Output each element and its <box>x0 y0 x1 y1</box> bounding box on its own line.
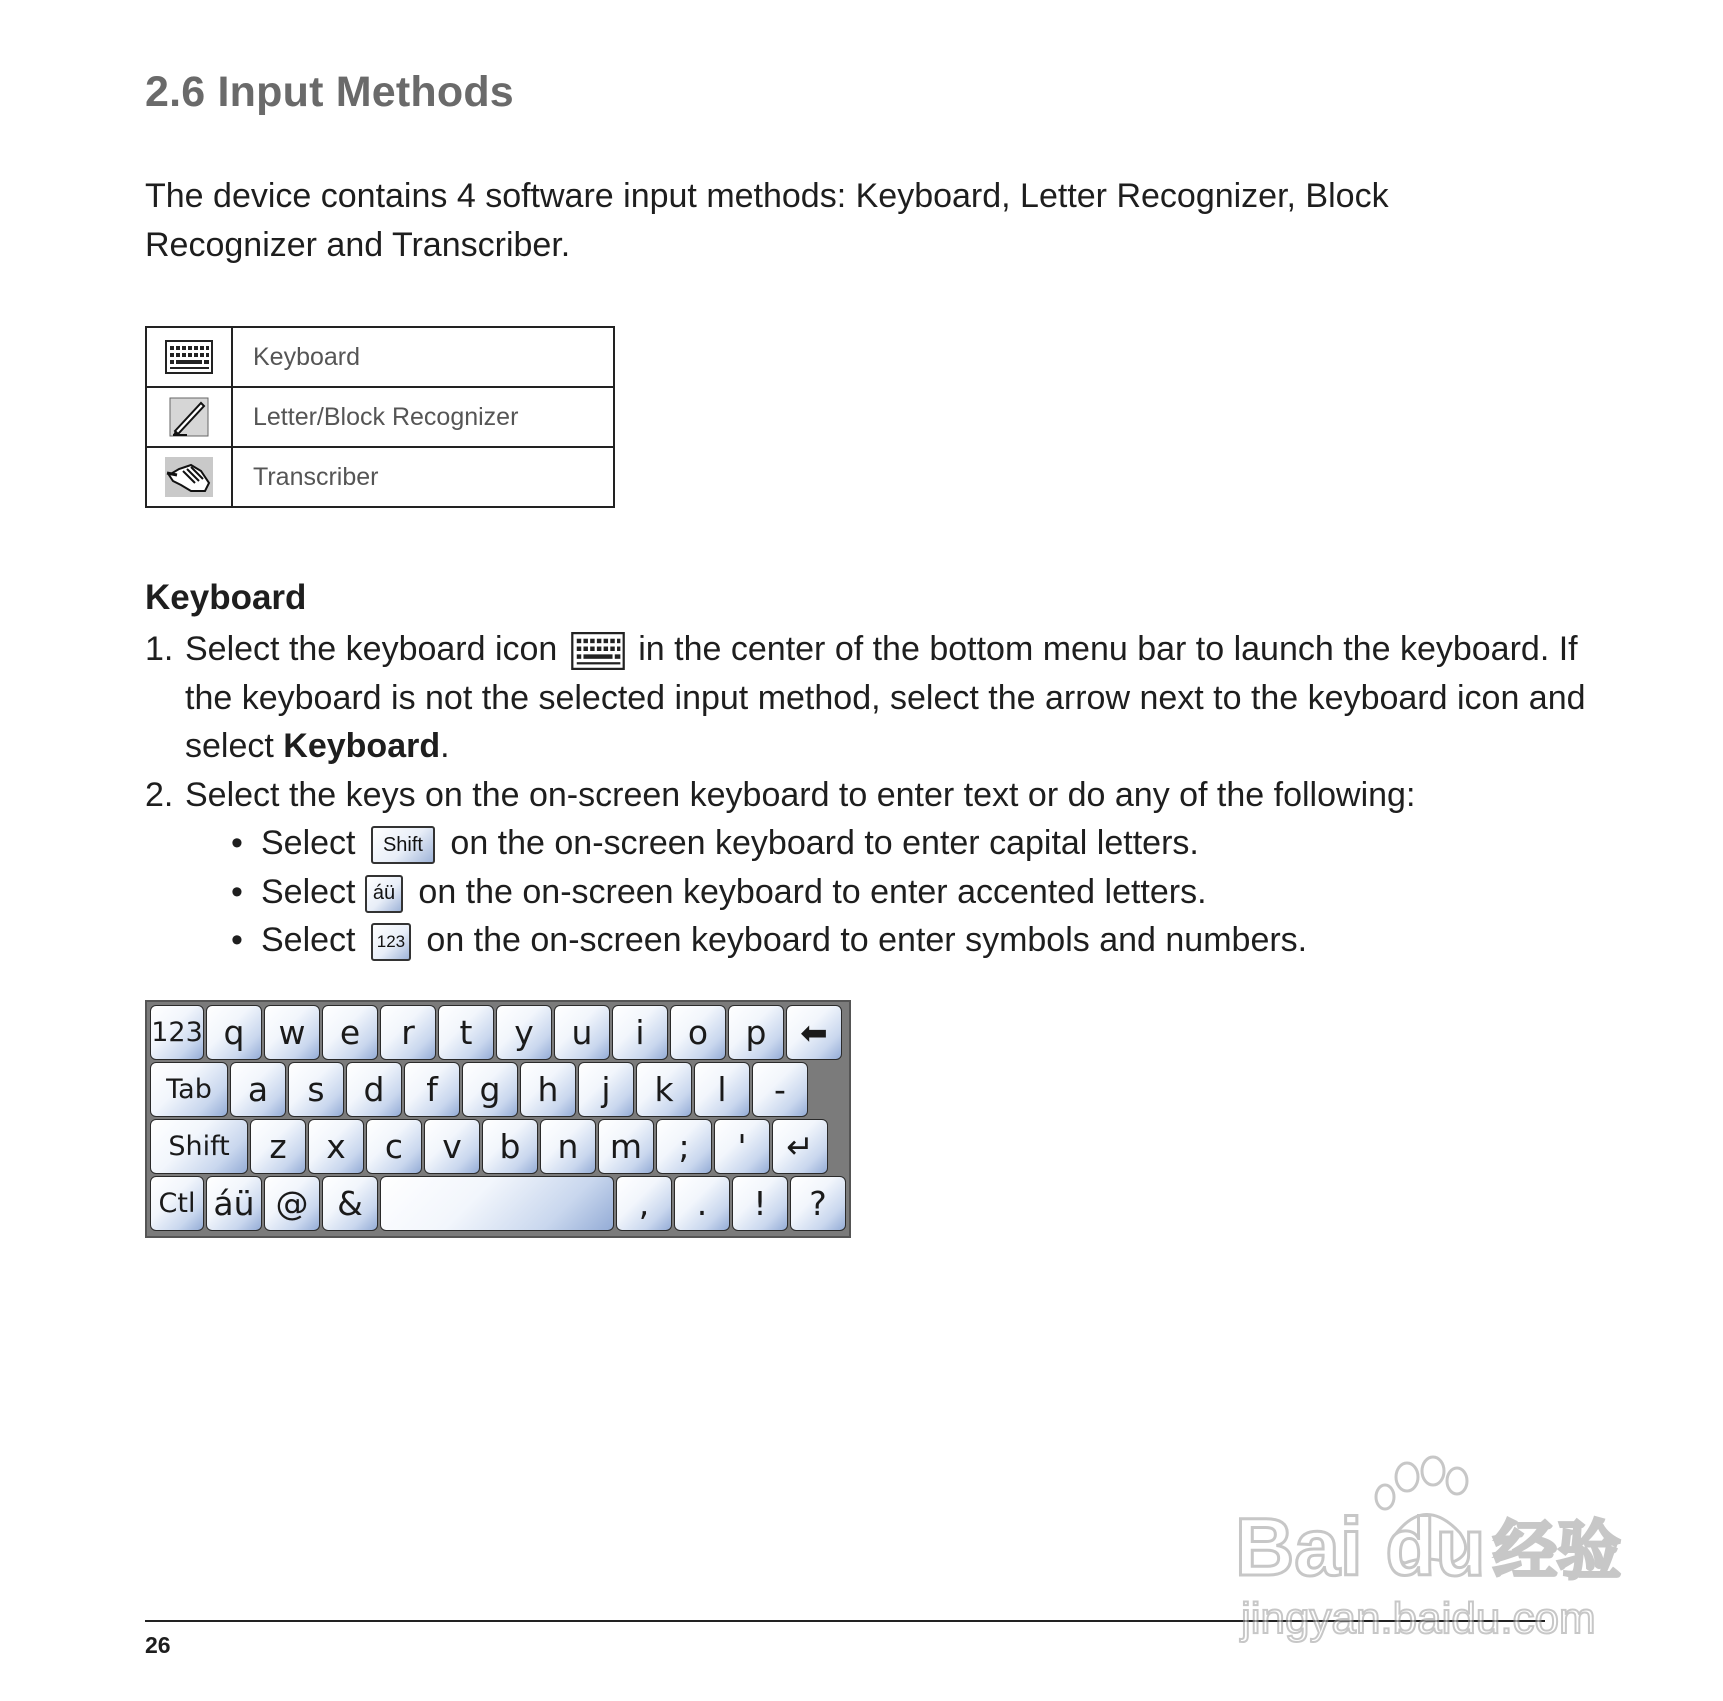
keyboard-icon <box>571 632 625 670</box>
watermark-cn: 经验 <box>1493 1515 1621 1589</box>
keyboard-key: y <box>496 1005 552 1060</box>
list-item: 2. Select the keys on the on-screen keyboard to enter text or do any of the following: • Select Shift on the on-screen keyboard to enter capital letters. • Select áü on the on-screen keyboard to enter accented letters. • Select 123 on the on-screen keyboard to enter symbols and numbers. <box>145 771 1605 965</box>
keyboard-key: q <box>206 1005 262 1060</box>
list-item: 1. Select the keyboard icon in the center of the bottom menu bar to launch the keyboard. If the keyboard is not the selected input method, select the arrow next to the keyboard icon and select Keyboard. <box>145 630 1586 765</box>
keyboard-key: k <box>636 1062 692 1117</box>
keyboard-key: n <box>540 1119 596 1174</box>
baidu-watermark <box>1235 1455 1635 1645</box>
keyboard-key: ! <box>732 1176 788 1231</box>
keyboard-key: e <box>322 1005 378 1060</box>
method-label: Transcriber <box>232 447 614 507</box>
keyboard-key: v <box>424 1119 480 1174</box>
keyboard-key: s <box>288 1062 344 1117</box>
document-page <box>145 0 1605 1701</box>
keyboard-key: . <box>674 1176 730 1231</box>
keyboard-key: x <box>308 1119 364 1174</box>
table-row <box>146 447 614 507</box>
keyboard-icon <box>165 340 213 374</box>
keyboard-key: Shift <box>150 1119 248 1174</box>
keyboard-key: t <box>438 1005 494 1060</box>
keyboard-key: r <box>380 1005 436 1060</box>
keyboard-key: áü <box>206 1176 262 1231</box>
page-number: 26 <box>145 1632 171 1658</box>
keyboard-key: ? <box>790 1176 846 1231</box>
keyboard-section-heading: Keyboard <box>145 578 307 617</box>
keyboard-key: ⬅ <box>786 1005 842 1060</box>
space-key <box>380 1176 614 1231</box>
accent-key-image: áü <box>365 875 403 913</box>
method-label: Keyboard <box>232 327 614 387</box>
keyboard-key: d <box>346 1062 402 1117</box>
on-screen-keyboard-image <box>145 1000 851 1238</box>
keyboard-key: ↵ <box>772 1119 828 1174</box>
intro-paragraph: The device contains 4 software input methods: Keyboard, Letter Recognizer, Block Recognizer and Transcriber. <box>145 177 1389 264</box>
method-label: Letter/Block Recognizer <box>232 387 614 447</box>
keyboard-key: h <box>520 1062 576 1117</box>
keyboard-key: ' <box>714 1119 770 1174</box>
keyboard-key: - <box>752 1062 808 1117</box>
list-item: • Select 123 on the on-screen keyboard to enter symbols and numbers. <box>185 916 1605 965</box>
transcriber-hand-icon <box>165 457 213 497</box>
keyboard-key: z <box>250 1119 306 1174</box>
keyboard-key: , <box>616 1176 672 1231</box>
page-title: 2.6 Input Methods <box>145 68 514 116</box>
shift-key-image: Shift <box>371 826 435 864</box>
keyboard-key: b <box>482 1119 538 1174</box>
keyboard-key: @ <box>264 1176 320 1231</box>
watermark-url: jingyan.baidu.com <box>1241 1594 1596 1643</box>
watermark-brand: Bai du <box>1235 1502 1486 1593</box>
keyboard-key: i <box>612 1005 668 1060</box>
table-row <box>146 327 614 387</box>
keyboard-key: j <box>578 1062 634 1117</box>
keyboard-key: a <box>230 1062 286 1117</box>
keyboard-key: Ctl <box>150 1176 204 1231</box>
keyboard-key: w <box>264 1005 320 1060</box>
input-methods-table <box>145 326 615 508</box>
keyboard-key: u <box>554 1005 610 1060</box>
keyboard-key: Tab <box>150 1062 228 1117</box>
bullet-list <box>185 819 1605 965</box>
list-item: • Select áü on the on-screen keyboard to enter accented letters. <box>185 868 1605 917</box>
keyboard-key: m <box>598 1119 654 1174</box>
keyboard-key: & <box>322 1176 378 1231</box>
symbols-key-image: 123 <box>371 923 411 961</box>
keyboard-key: 123 <box>150 1005 204 1060</box>
keyboard-key: p <box>728 1005 784 1060</box>
keyboard-key: c <box>366 1119 422 1174</box>
keyboard-key: l <box>694 1062 750 1117</box>
keyboard-key: f <box>404 1062 460 1117</box>
keyboard-steps-list <box>145 625 1605 965</box>
list-item: • Select Shift on the on-screen keyboard to enter capital letters. <box>185 819 1605 868</box>
pen-icon <box>169 397 209 437</box>
keyboard-key: o <box>670 1005 726 1060</box>
table-row <box>146 387 614 447</box>
keyboard-key: g <box>462 1062 518 1117</box>
keyboard-key: ; <box>656 1119 712 1174</box>
